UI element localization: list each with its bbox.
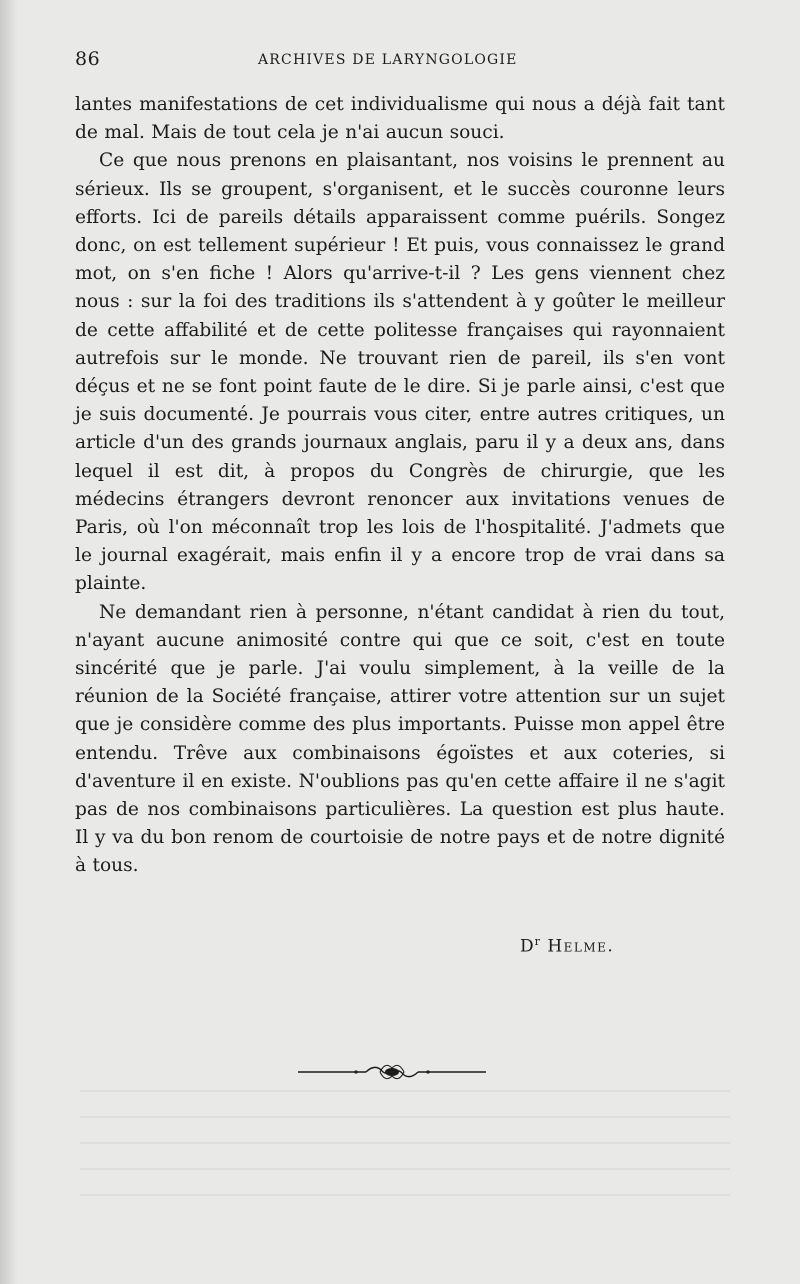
page-number: 86 — [75, 48, 101, 70]
signature-title: D — [520, 936, 535, 957]
fleuron-divider-icon — [296, 1060, 488, 1084]
page-gutter-shadow — [0, 0, 18, 1284]
journal-title: ARCHIVES DE LARYNGOLOGIE — [258, 52, 518, 68]
signature-title-superscript: r — [534, 935, 541, 948]
paragraph: Ne demandant rien à personne, n'étant candidat à rien du tout, n'ayant aucune animosité contre qui que ce soit, c'est en toute sincérité que je parle. J'ai voulu simplement, à la veille de la réunion de la Société française, attirer votre attention sur un sujet que je considère comme des plus importants. Puisse mon appel être entendu. Trêve aux combinaisons égoïstes et aux coteries, si d'aventure il en existe. N'oublions pas qu'en cette affaire il ne s'agit pas de nos combinaisons particulières. La question est plus haute. Il y va du bon renom de courtoisie de notre pays et de notre dignité à tous. — [75, 601, 725, 877]
article-body — [75, 91, 725, 881]
show-through-text — [80, 1090, 730, 1210]
signature-name: Helme. — [547, 936, 615, 957]
paragraph-continued: lantes manifestations de cet individualisme qui nous a déjà fait tant de mal. Mais de tout cela je n'ai aucun souci. — [75, 94, 725, 144]
author-signature — [520, 935, 720, 957]
paragraph: Ce que nous prenons en plaisantant, nos voisins le prennent au sérieux. Ils se groupent, s'organisent, et le succès couronne leurs efforts. Ici de pareils détails apparaissent comme puérils. Songez donc, on est tellement supérieur ! Et puis, vous connaissez le grand mot, on s'en fiche ! Alors qu'arrive-t-il ? Les gens viennent chez nous : sur la foi des traditions ils s'attendent à y goûter le meilleur de cette affabilité et de cette politesse françaises qui rayonnaient autrefois sur le monde. Ne trouvant rien de pareil, ils s'en vont déçus et ne se font point faute de le dire. Si je parle ainsi, c'est que je suis documenté. Je pourrais vous citer, entre autres critiques, un article d'un des grands journaux anglais, paru il y a deux ans, dans lequel il est dit, à propos du Congrès de chirurgie, que les médecins étrangers devront renoncer aux invitations venues de Paris, où l'on méconnaît trop les lois de l'hospitalité. J'admets que le journal exagérait, mais enfin il y a encore trop de vrai dans sa plainte. — [75, 150, 725, 595]
running-head — [75, 48, 725, 78]
